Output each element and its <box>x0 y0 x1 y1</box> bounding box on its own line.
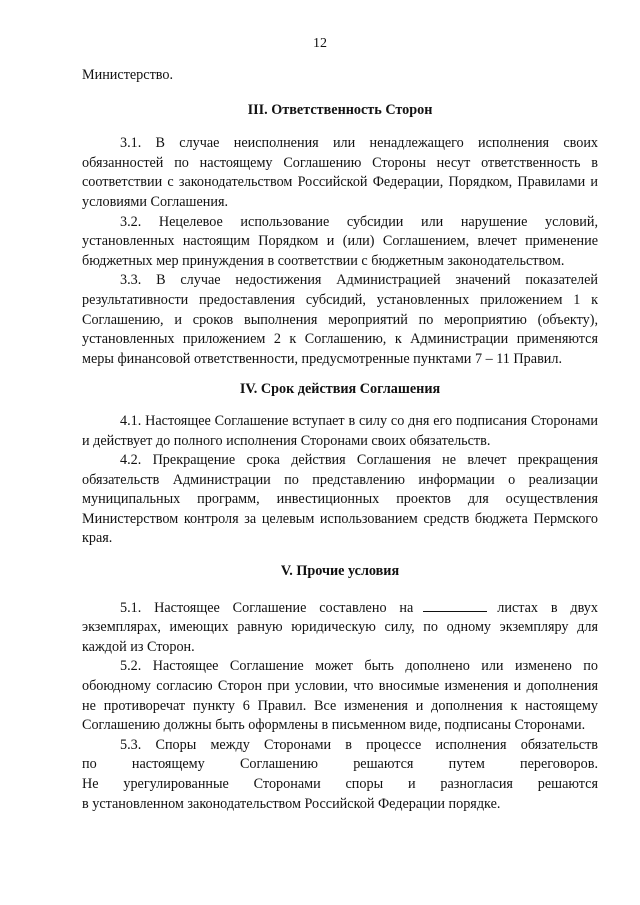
clause-3-3: 3.3. В случае недостижения Администрацией значений показателей результативности предоставления субсидий, установленных приложением 1 к Соглашению, и сроков выполнения мероприятий по мероприятию (объекту), установленных приложением 2 к Соглашению, к Администрации применяются меры финансовой ответственности, предусмотренные пунктами 7 – 11 Правил. <box>82 272 598 367</box>
clause-3-2: 3.2. Нецелевое использование субсидии или нарушение условий, установленных настоящим Порядком и (или) Соглашением, влечет применение бюджетных мер принуждения в соответствии с бюджетным законодательством. <box>82 213 598 269</box>
section-5-title: V. Прочие условия <box>280 563 400 580</box>
clause-5-2: 5.2. Настоящее Соглашение может быть дополнено или изменено по обоюдному согласию Сторон при условии, что вносимые изменения и дополнения не противоречат пункту 6 Правил. Все изменения и дополнения к настоящему Соглашению должны быть оформлены в письменном виде, подписаны Сторонами. <box>82 658 598 734</box>
clause-5-3-line-2: по настоящему Соглашению решаются путем переговоров. <box>82 756 598 773</box>
clause-4-2: 4.2. Прекращение срока действия Соглашения не влечет прекращения обязательств Администрации по представлению информации о реализации муниципальных программ, инвестиционных проектов для осуществления Министерством контроля за целевым использованием средств бюджета Пермского края. <box>82 452 598 547</box>
clause-5-1-start: 5.1. Настоящее Соглашение составлено на <box>120 599 414 616</box>
clause-5-3-line-1: 5.3. Споры между Сторонами в процессе исполнения обязательств <box>120 736 598 753</box>
clause-5-3-line-3: Не урегулированные Сторонами споры и разногласия решаются <box>82 776 598 792</box>
clause-5-1-end: листах в двух экземплярах, имеющих равную юридическую силу, по одному экземпляру для каждой из Сторон. <box>82 599 598 655</box>
sheet-count-blank <box>423 597 487 612</box>
section-3-title: III. Ответственность Сторон <box>247 101 433 118</box>
intro-line: Министерство. <box>82 67 174 83</box>
clause-3-1: 3.1. В случае неисполнения или ненадлежащего исполнения своих обязанностей по настоящему Соглашению Стороны несут ответственность в соответствии с законодательством Российской Федерации, Порядком, Правилами и условиями Соглашения. <box>82 135 598 210</box>
clause-5-3-line-4: в установленном законодательством Российской Федерации порядке. <box>82 795 501 812</box>
clause-4-1: 4.1. Настоящее Соглашение вступает в силу со дня его подписания Сторонами и действует до полного исполнения Сторонами своих обязательств. <box>82 412 598 449</box>
section-4-title: IV. Срок действия Соглашения <box>239 381 441 398</box>
clause-5-1 <box>82 597 598 658</box>
document-body <box>82 66 598 814</box>
page-number: 12 <box>313 36 327 51</box>
